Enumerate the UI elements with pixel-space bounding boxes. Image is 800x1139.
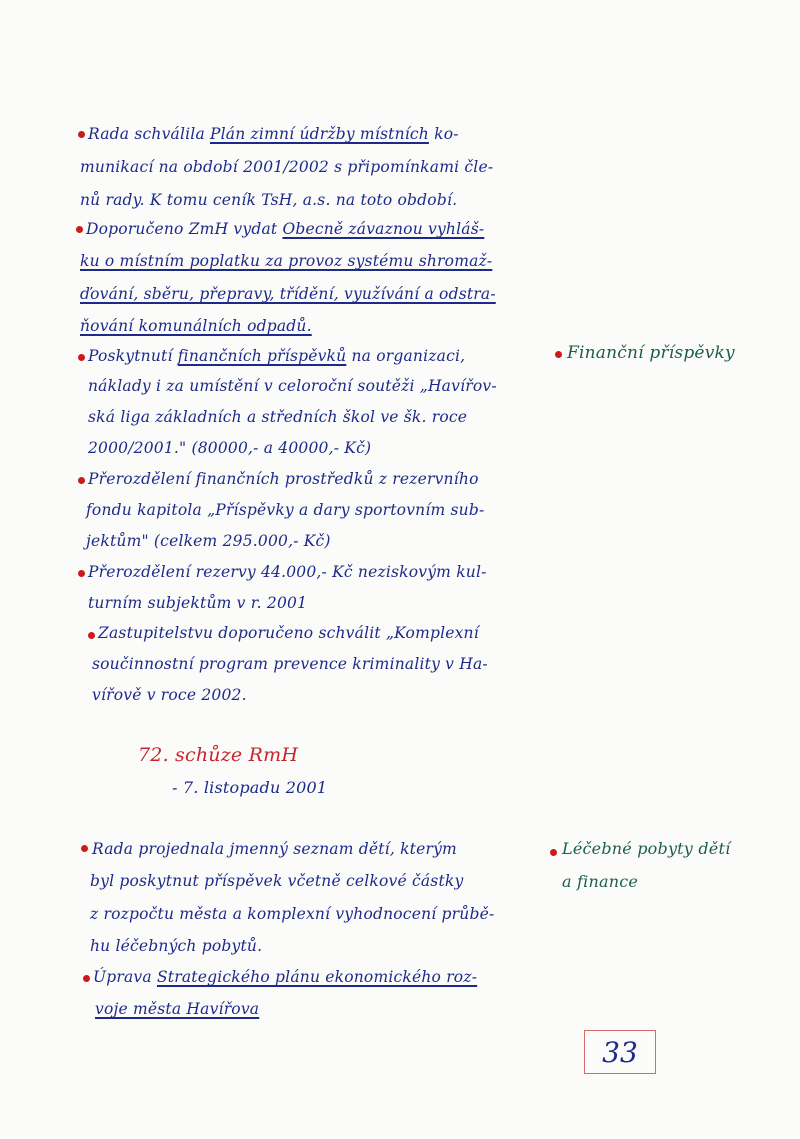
- item-line: ku o místním poplatku za provoz systému shromaž-: [80, 252, 493, 270]
- item-line: [88, 123, 459, 145]
- item-line: byl poskytnut příspěvek včetně celkové částky: [90, 872, 464, 890]
- item-line: voje města Havířova: [95, 1000, 260, 1018]
- item-text: na organizaci,: [346, 347, 466, 365]
- item-line: ďování, sběru, přepravy, třídění, využívání a odstra-: [80, 285, 496, 303]
- item-text: Poskytnutí: [88, 347, 178, 365]
- bullet-icon: [76, 226, 83, 233]
- item-line: ňování komunálních odpadů.: [80, 317, 312, 335]
- item-text: Rada schválila: [88, 125, 211, 143]
- item-text: Doporučeno ZmH vydat: [86, 220, 283, 238]
- underlined-title: Strategického plánu ekonomického roz-: [156, 968, 478, 986]
- item-line: [93, 966, 477, 988]
- margin-note: a finance: [562, 872, 639, 891]
- meeting-heading: 72. schůze RmH: [138, 744, 299, 766]
- bullet-icon: [550, 849, 557, 856]
- page-number: 33: [584, 1030, 656, 1074]
- item-line: Přerozdělení finančních prostředků z rezervního: [88, 470, 479, 488]
- item-line: vířově v roce 2002.: [92, 686, 247, 704]
- item-text: ko-: [428, 125, 459, 143]
- margin-note: Finanční příspěvky: [567, 343, 735, 363]
- underlined-title: finančních příspěvků: [177, 347, 347, 365]
- bullet-icon: [83, 975, 90, 982]
- item-line: Rada projednala jmenný seznam dětí, kterým: [92, 840, 457, 858]
- item-line: součinnostní program prevence kriminality v Ha-: [92, 655, 488, 673]
- item-line: nů rady. K tomu ceník TsH, a.s. na toto období.: [80, 191, 458, 209]
- item-line: [86, 218, 484, 240]
- item-line: ská liga základních a středních škol ve šk. roce: [88, 408, 468, 426]
- item-text: Úprava: [93, 968, 157, 986]
- item-line: jektům" (celkem 295.000,- Kč): [86, 532, 331, 550]
- underlined-title: Plán zimní údržby místních: [210, 125, 429, 143]
- bullet-icon: [78, 354, 85, 361]
- bullet-icon: [555, 351, 562, 358]
- bullet-icon: [78, 131, 85, 138]
- bullet-icon: [78, 477, 85, 484]
- underlined-title: Obecně závaznou vyhláš-: [282, 220, 485, 238]
- item-line: z rozpočtu města a komplexní vyhodnocení průbě-: [90, 905, 495, 923]
- item-line: hu léčebných pobytů.: [90, 937, 263, 955]
- item-line: Zastupitelstvu doporučeno schválit „Komplexní: [98, 624, 479, 642]
- item-line: turním subjektům v r. 2001: [88, 594, 308, 612]
- margin-note: Léčebné pobyty dětí: [562, 839, 731, 858]
- bullet-icon: [81, 845, 88, 852]
- item-line: fondu kapitola „Příspěvky a dary sportovním sub-: [86, 501, 485, 519]
- item-line: Přerozdělení rezervy 44.000,- Kč neziskovým kul-: [88, 563, 487, 581]
- item-line: [88, 345, 465, 367]
- bullet-icon: [78, 570, 85, 577]
- item-line: 2000/2001." (80000,- a 40000,- Kč): [88, 439, 372, 457]
- item-line: munikací na období 2001/2002 s připomínkami čle-: [80, 158, 494, 176]
- bullet-icon: [88, 632, 95, 639]
- meeting-date: - 7. listopadu 2001: [172, 778, 328, 797]
- item-line: náklady i za umístění v celoroční soutěži „Havířov-: [88, 377, 497, 395]
